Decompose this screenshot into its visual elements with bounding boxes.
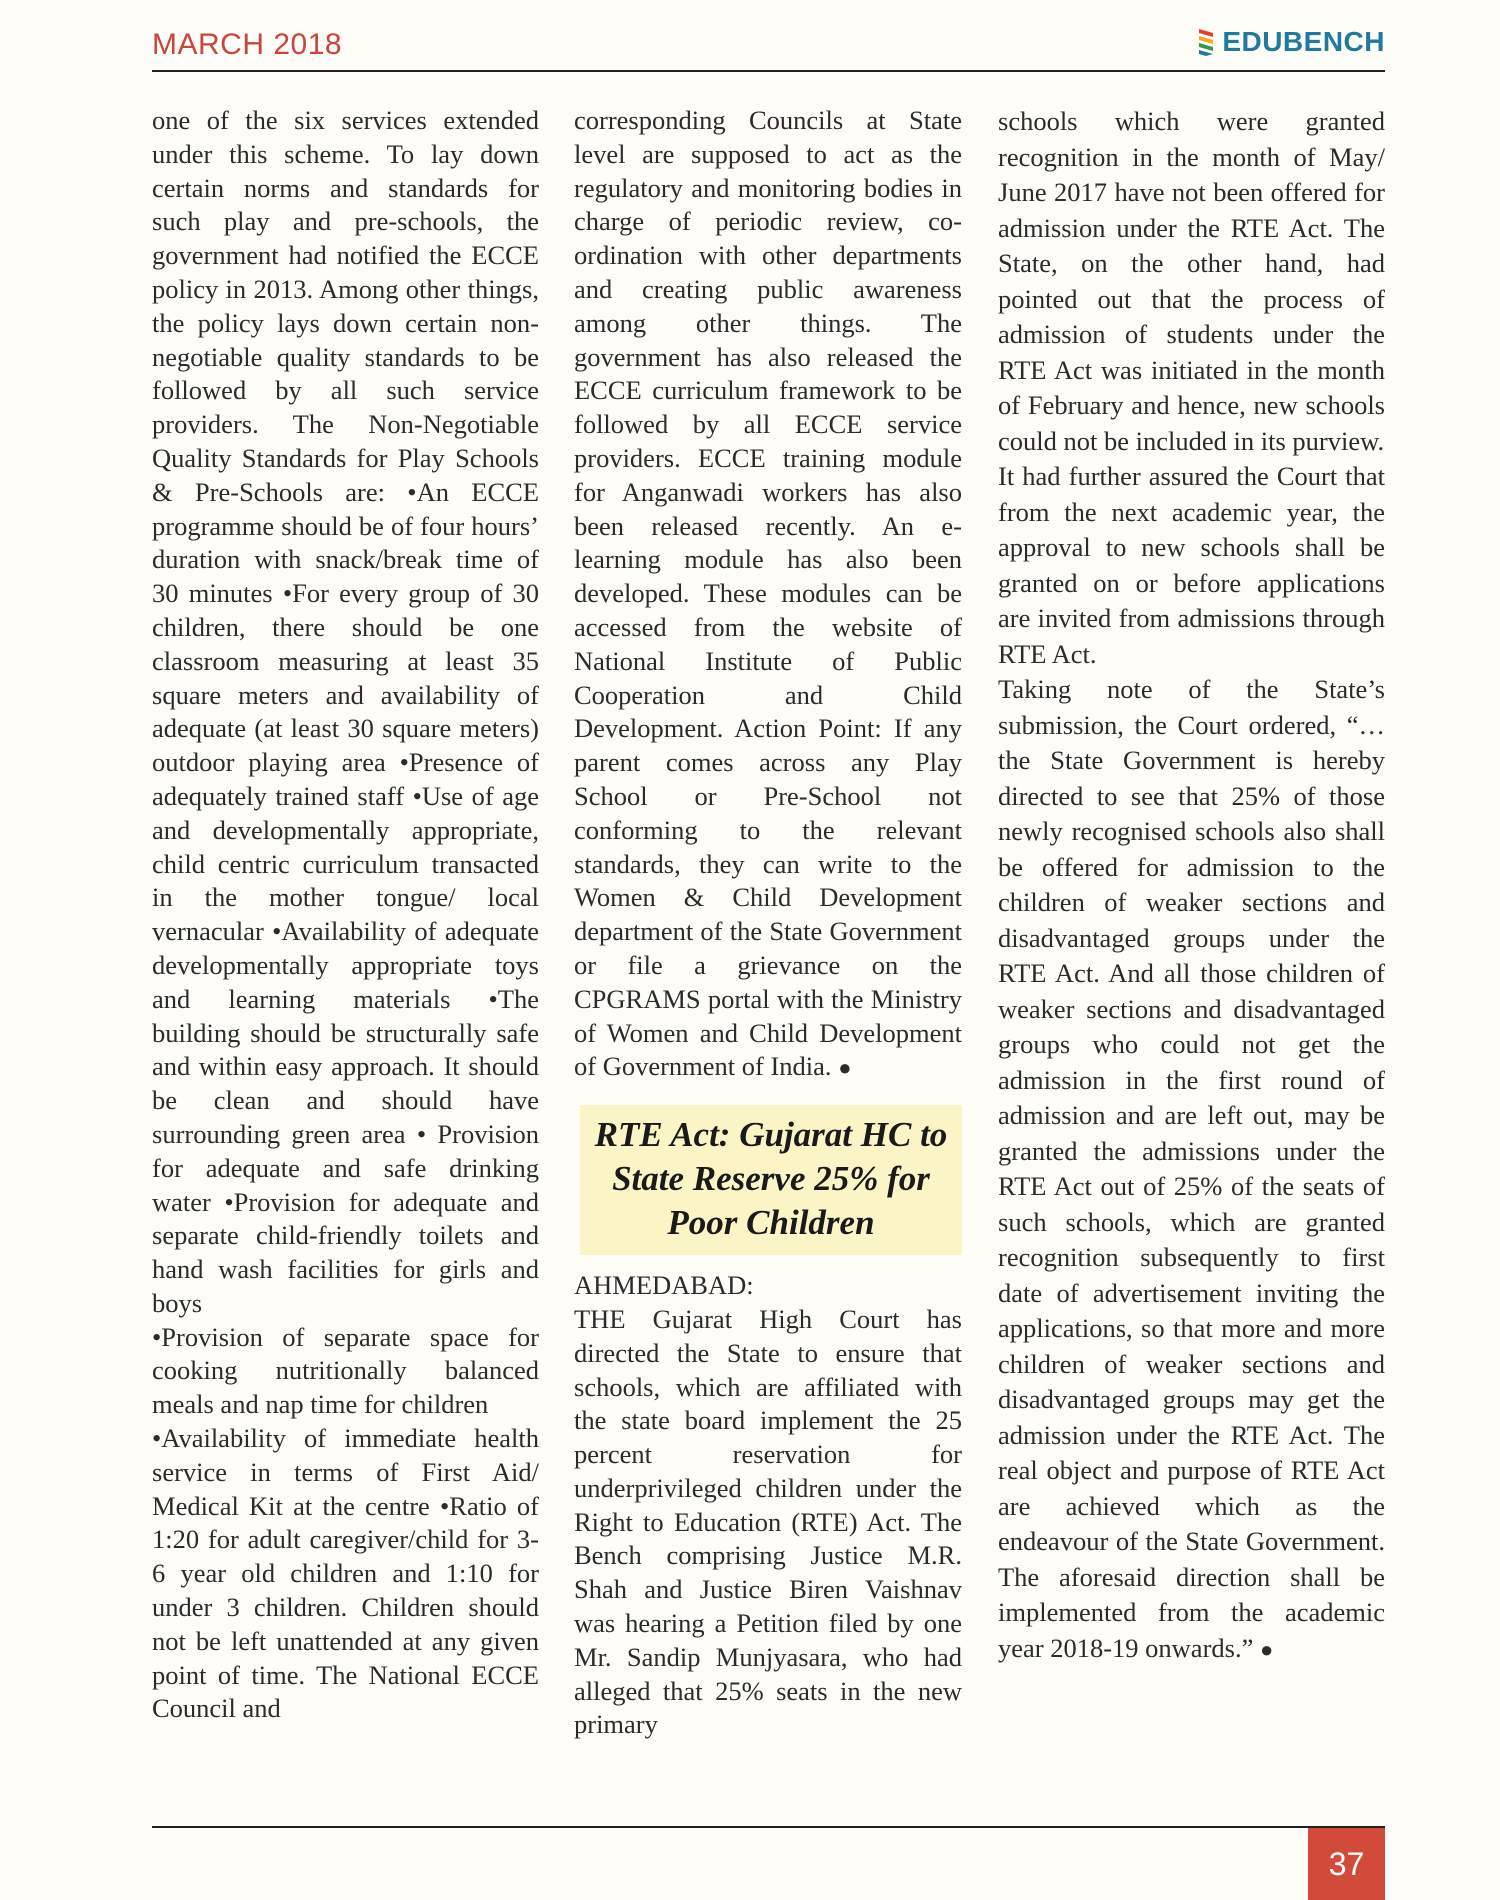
header-rule: [152, 70, 1385, 72]
edubench-logo-icon: [1196, 27, 1216, 57]
brand-name: EDUBENCH: [1222, 26, 1385, 57]
article-dateline: AHMEDABAD:: [574, 1270, 754, 1301]
column-1-paragraph-3: •Availability of immediate health service in terms of First Aid/ Medical Kit at the centre •Ratio of 1:20 for adult caregiver/child for 3-6 year old children and 1:10 for under 3 children. Children should not be left unattended at any given point of time. The National ECCE Council and: [152, 1423, 539, 1724]
article-body: THE Gujarat High Court has directed the State to ensure that schools, which are affiliated with the state board implement the 25 percent reservation for underprivileged children under the Right to Education (RTE) Act. The Bench comprising Justice M.R. Shah and Justice Biren Vaishnav was hearing a Petition filed by one Mr. Sandip Munjyasara, who had alleged that 25% seats in the new primary: [574, 1303, 962, 1740]
column-3-paragraph-3: [998, 672, 1385, 1667]
column-3-text: Taking note of the State’s submission, the Court ordered, “…the State Government is hereby directed to see that 25% of those newly recognised schools also shall be offered for admission to the children of weaker sections and disadvantaged groups under the RTE Act. And all those children of weaker sections and disadvantaged groups who could not get the admission in the first round of admission and are left out, may be granted the admissions under the RTE Act out of 25% of the seats of such schools, which are granted recognition subsequently to first date of advertisement inviting the applications, so that more and more children of weaker sections and disadvantaged groups may get the admission under the RTE Act. The real object and purpose of RTE Act are achieved which as the endeavour of the State Government. The aforesaid direction shall be implemented from the academic year 2018-19 onwards.”: [998, 674, 1385, 1663]
column-2: [574, 104, 962, 1804]
footer-rule: [152, 1826, 1385, 1828]
column-2-text: corresponding Councils at State level are supposed to act as the regulatory and monitoring bodies in charge of periodic review, co-ordination with other departments and creating public awareness among other things. The government has also released the ECCE curriculum framework to be followed by all ECCE service providers. ECCE training module for Anganwadi workers has also been released recently. An e-learning module has also been developed. These modules can be accessed from the website of National Institute of Public Cooperation and Child Development. Action Point: If any parent comes across any Play School or Pre-School not conforming to the relevant standards, they can write to the Women & Child Development department of the State Government or file a grievance on the CPGRAMS portal with the Ministry of Women and Child Development of Government of India.: [574, 105, 962, 1082]
column-3-paragraph-2: It had further assured the Court that from the next academic year, the approval to new schools shall be granted on or before applications are invited from admissions through RTE Act.: [998, 461, 1385, 669]
column-3-paragraph-1: schools which were granted recognition in the month of May/ June 2017 have not been offered for admission under the RTE Act. The State, on the other hand, had pointed out that the process of admission of students under the RTE Act was initiated in the month of February and hence, new schools could not be included in its purview.: [998, 106, 1385, 456]
brand-logo: [1196, 26, 1385, 58]
page-number-badge: [1308, 1828, 1385, 1900]
column-3: [998, 104, 1385, 1804]
end-mark: ●: [838, 1055, 852, 1081]
column-1-paragraph-2: •Provision of separate space for cooking nutritionally balanced meals and nap time for children: [152, 1321, 539, 1420]
article-headline: RTE Act: Gujarat HC to State Reserve 25% for Poor Children: [594, 1115, 948, 1243]
column-1: [152, 104, 539, 1804]
issue-date: MARCH 2018: [152, 28, 343, 61]
end-mark: ●: [1259, 1636, 1274, 1662]
column-1-paragraph: one of the six services extended under this scheme. To lay down certain norms and standards for such play and pre-schools, the government had notified the ECCE policy in 2013. Among other things, the policy lays down certain non-negotiable quality standards to be followed by all such service providers. The Non-Negotiable Quality Standards for Play Schools & Pre-Schools are: •An ECCE programme should be of four hours’ duration with snack/break time of 30 minutes •For every group of 30 children, there should be one classroom measuring at least 35 square meters and availability of adequate (at least 30 square meters) outdoor playing area •Presence of adequately trained staff •Use of age and developmentally appropriate, child centric curriculum transacted in the mother tongue/ local vernacular •Availability of adequate developmentally appropriate toys and learning materials •The building should be structurally safe and within easy approach. It should be clean and should have surrounding green area • Provision for adequate and safe drinking water •Provision for adequate and separate child-friendly toilets and hand wash facilities for girls and boys: [152, 105, 539, 1318]
page-number: 37: [1328, 1845, 1365, 1882]
column-2-paragraph: [574, 104, 962, 1085]
article-headline-box: [580, 1105, 962, 1255]
